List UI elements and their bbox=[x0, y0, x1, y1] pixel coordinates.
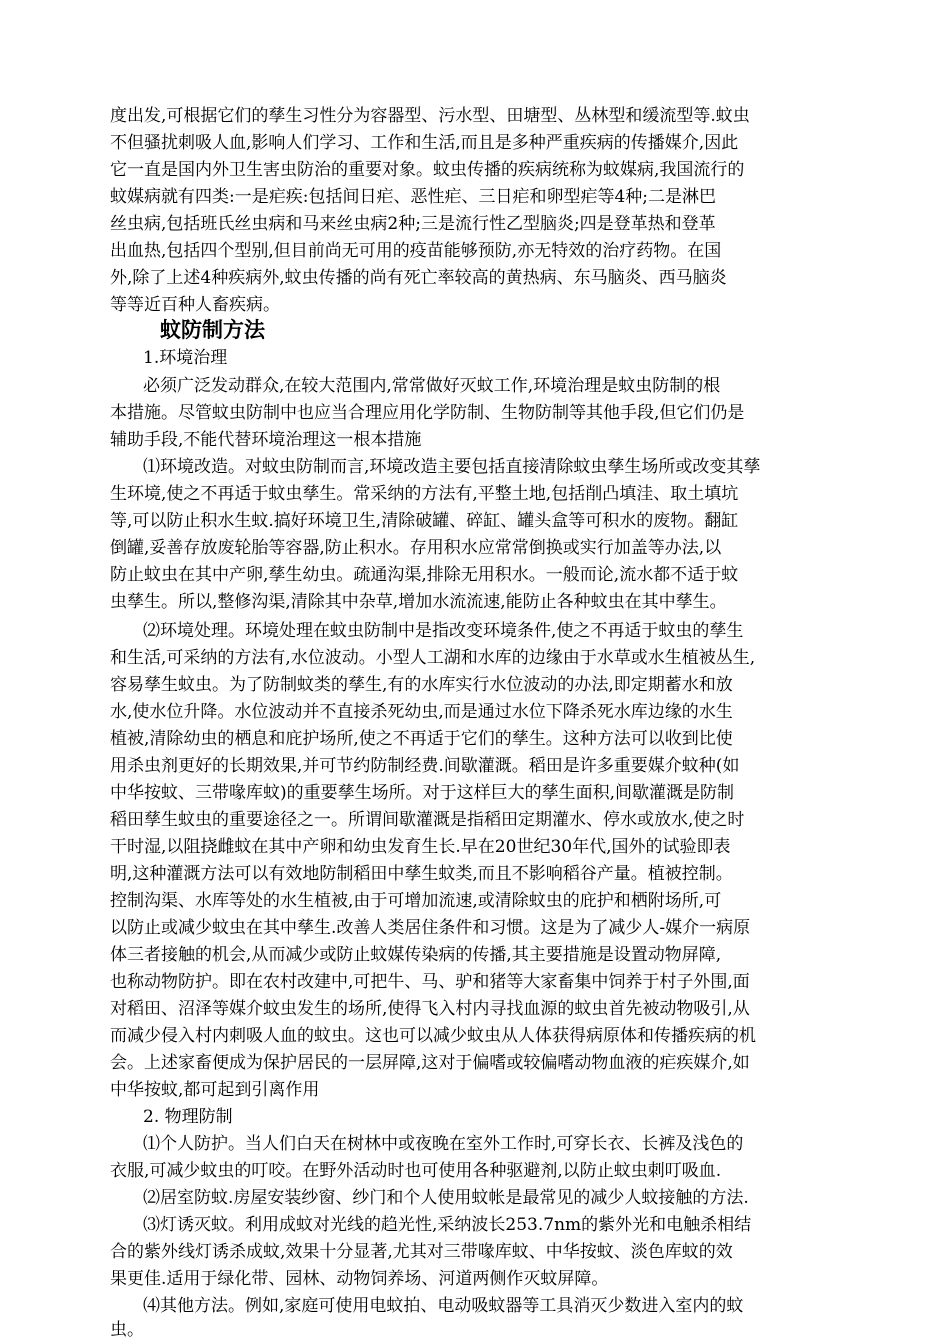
body-line: ⑵居室防蚊.房屋安装纱窗、纱门和个人使用蚊帐是最常见的减少人蚊接触的方法. bbox=[143, 1188, 749, 1208]
intro-line: 出血热,包括四个型别,但目前尚无可用的疫苗能够预防,亦无特效的治疗药物。在国 bbox=[110, 241, 722, 261]
body-line: 也称动物防护。即在农村改建中,可把牛、马、驴和猪等大家畜集中饲养于村子外围,面 bbox=[110, 972, 750, 992]
body-line: ⑴环境改造。对蚊虫防制而言,环境改造主要包括直接清除蚊虫孳生场所或改变其孳 bbox=[143, 457, 761, 477]
body-line: 体三者接触的机会,从而减少或防止蚊媒传染病的传播,其主要措施是设置动物屏障, bbox=[110, 945, 722, 965]
intro-line: 蚊媒病就有四类:一是疟疾:包括间日疟、恶性疟、三日疟和卵型疟等4种;二是淋巴 bbox=[110, 187, 716, 207]
body-line: ⑴个人防护。当人们白天在树林中或夜晚在室外工作时,可穿长衣、长裤及浅色的 bbox=[143, 1134, 744, 1154]
body-line: ⑵环境处理。环境处理在蚊虫防制中是指改变环境条件,使之不再适于蚊虫的孳生 bbox=[143, 621, 744, 641]
body-line: 中华按蚊,都可起到引离作用 bbox=[110, 1080, 320, 1100]
intro-line: 它一直是国内外卫生害虫防治的重要对象。蚊虫传播的疾病统称为蚊媒病,我国流行的 bbox=[110, 160, 745, 180]
body-line: 合的紫外线灯诱杀成蚊,效果十分显著,尤其对三带喙库蚊、中华按蚊、淡色库蚊的效 bbox=[110, 1242, 733, 1262]
intro-line: 不但骚扰刺吸人血,影响人们学习、工作和生活,而且是多种严重疾病的传播媒介,因此 bbox=[110, 133, 739, 153]
section-heading: 蚊防制方法 bbox=[160, 318, 265, 342]
body-line: 以防止或减少蚊虫在其中孳生.改善人类居住条件和习惯。这是为了减少人-媒介一病原 bbox=[110, 918, 751, 938]
body-line: 和生活,可采纳的方法有,水位波动。小型人工湖和水库的边缘由于水草或水生植被丛生, bbox=[110, 648, 756, 668]
body-line: 果更佳.适用于绿化带、园林、动物饲养场、河道两侧作灭蚊屏障。 bbox=[110, 1269, 609, 1289]
body-line: 辅助手段,不能代替环境治理这一根本措施 bbox=[110, 430, 422, 450]
body-line: 虫。 bbox=[110, 1320, 144, 1340]
body-line: 植被,清除幼虫的栖息和庇护场所,使之不再适于它们的孳生。这种方法可以收到比使 bbox=[110, 729, 733, 749]
body-line: 会。上述家畜便成为保护居民的一层屏障,这对于偏嗜或较偏嗜动物血液的疟疾媒介,如 bbox=[110, 1053, 750, 1073]
body-line: 虫孳生。所以,整修沟渠,清除其中杂草,增加水流流速,能防止各种蚊虫在其中孳生。 bbox=[110, 592, 727, 612]
body-line: 衣服,可减少蚊虫的叮咬。在野外活动时也可使用各种驱避剂,以防止蚊虫刺叮吸血. bbox=[110, 1161, 722, 1181]
subsection-title: 2. 物理防制 bbox=[143, 1107, 233, 1127]
body-line: 对稻田、沼泽等媒介蚊虫发生的场所,使得飞入村内寻找血源的蚊虫首先被动物吸引,从 bbox=[110, 999, 750, 1019]
body-line: 干时湿,以阻挠雌蚊在其中产卵和幼虫发育生长.早在20世纪30年代,国外的试验即表 bbox=[110, 837, 731, 857]
body-line: 中华按蚊、三带喙库蚊)的重要孳生场所。对于这样巨大的孳生面积,间歇灌溉是防制 bbox=[110, 783, 735, 803]
intro-line: 丝虫病,包括班氏丝虫病和马来丝虫病2种;三是流行性乙型脑炎;四是登革热和登革 bbox=[110, 214, 716, 234]
intro-line: 等等近百种人畜疾病。 bbox=[110, 295, 280, 315]
body-line: 防止蚊虫在其中产卵,孳生幼虫。疏通沟渠,排除无用积水。一般而论,流水都不适于蚊 bbox=[110, 565, 739, 585]
body-line: 生环境,使之不再适于蚊虫孳生。常采纳的方法有,平整土地,包括削凸填洼、取土填坑 bbox=[110, 484, 739, 504]
body-line: 控制沟渠、水库等处的水生植被,由于可增加流速,或清除蚊虫的庇护和栖附场所,可 bbox=[110, 891, 722, 911]
body-line: 明,这种灌溉方法可以有效地防制稻田中孳生蚊类,而且不影响稻谷产量。植被控制。 bbox=[110, 864, 733, 884]
intro-line: 外,除了上述4种疾病外,蚊虫传播的尚有死亡率较高的黄热病、东马脑炎、西马脑炎 bbox=[110, 268, 727, 288]
body-line: ⑷其他方法。例如,家庭可使用电蚊拍、电动吸蚊器等工具消灭少数进入室内的蚊 bbox=[143, 1296, 744, 1316]
body-line: 水,使水位升降。水位波动并不直接杀死幼虫,而是通过水位下降杀死水库边缘的水生 bbox=[110, 702, 733, 722]
body-line: 容易孳生蚊虫。为了防制蚊类的孳生,有的水库实行水位波动的办法,即定期蓄水和放 bbox=[110, 675, 733, 695]
body-line: 倒罐,妥善存放废轮胎等容器,防止积水。存用积水应常常倒换或实行加盖等办法,以 bbox=[110, 538, 722, 558]
body-line: 而减少侵入村内刺吸人血的蚊虫。这也可以减少蚊虫从人体获得病原体和传播疾病的机 bbox=[110, 1026, 756, 1046]
intro-line: 度出发,可根据它们的孳生习性分为容器型、污水型、田塘型、丛林型和缓流型等.蚊虫 bbox=[110, 106, 750, 126]
body-line: 本措施。尽管蚊虫防制中也应当合理应用化学防制、生物防制等其他手段,但它们仍是 bbox=[110, 403, 745, 423]
body-line: 等,可以防止积水生蚊.搞好环境卫生,清除破罐、碎缸、罐头盒等可积水的废物。翻缸 bbox=[110, 511, 739, 531]
body-line: ⑶灯诱灭蚊。利用成蚊对光线的趋光性,采纳波长253.7nm的紫外光和电触杀相结 bbox=[143, 1215, 752, 1235]
subsection-title: 1.环境治理 bbox=[143, 348, 228, 368]
body-line: 用杀虫剂更好的长期效果,并可节约防制经费.间歇灌溉。稻田是许多重要媒介蚊种(如 bbox=[110, 756, 740, 776]
body-line: 稻田孳生蚊虫的重要途径之一。所谓间歇灌溉是指稻田定期灌水、停水或放水,使之时 bbox=[110, 810, 745, 830]
body-line: 必须广泛发动群众,在较大范围内,常常做好灭蚊工作,环境治理是蚊虫防制的根 bbox=[143, 376, 721, 396]
